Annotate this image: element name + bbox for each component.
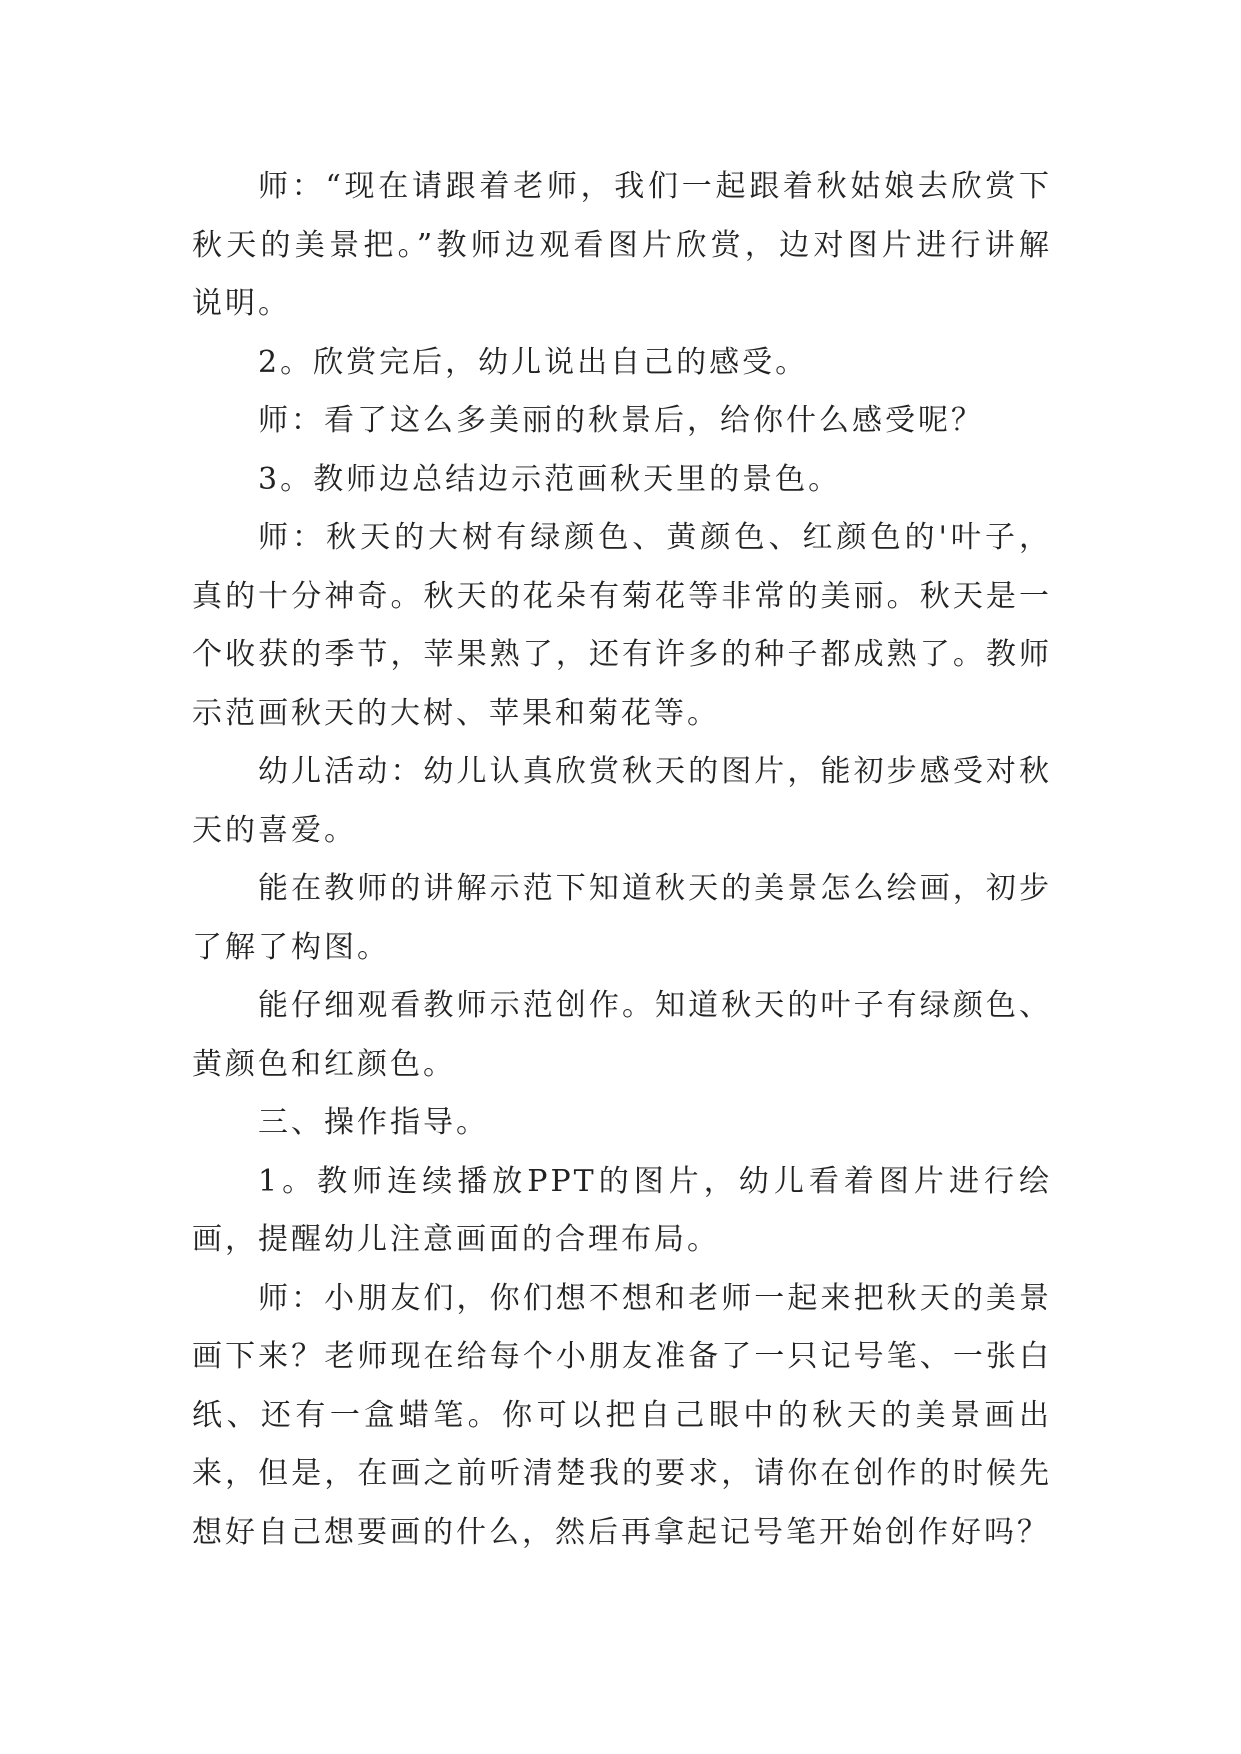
paragraph: 能仔细观看教师示范创作。知道秋天的叶子有绿颜色、黄颜色和红颜色。 [192,988,1052,1082]
paragraph: 师：秋天的大树有绿颜色、黄颜色、红颜色的'叶子，真的十分神奇。秋天的花朵有菊花等非常的美丽。秋天是一个收获的季节，苹果熟了，还有许多的种子都成熟了。教师示范画秋天的大树、苹果和菊花等。 [192,520,1052,731]
paragraph: 1。教师连续播放PPT的图片，幼儿看着图片进行绘画，提醒幼儿注意画面的合理布局。 [192,1163,1052,1257]
paragraph: 师：小朋友们，你们想不想和老师一起来把秋天的美景画下来？老师现在给每个小朋友准备了一只记号笔、一张白纸、还有一盒蜡笔。你可以把自己眼中的秋天的美景画出来，但是，在画之前听清楚我的要求，请你在创作的时候先想好自己想要画的什么，然后再拿起记号笔开始创作好吗？ [192,1280,1052,1550]
paragraph: 师：看了这么多美丽的秋景后，给你什么感受呢？ [258,403,984,438]
paragraph: 三、操作指导。 [258,1105,489,1140]
paragraph: 3。教师边总结边示范画秋天里的景色。 [258,461,842,497]
paragraph: 幼儿活动：幼儿认真欣赏秋天的图片，能初步感受对秋天的喜爱。 [192,754,1052,848]
paragraph: 2。欣赏完后，幼儿说出自己的感受。 [258,344,809,380]
document-body [192,158,1052,1562]
paragraph: 师：“现在请跟着老师，我们一起跟着秋姑娘去欣赏下秋天的美景把。”教师边观看图片欣赏，边对图片进行讲解说明。 [192,169,1052,321]
paragraph: 能在教师的讲解示范下知道秋天的美景怎么绘画，初步了解了构图。 [192,871,1052,965]
